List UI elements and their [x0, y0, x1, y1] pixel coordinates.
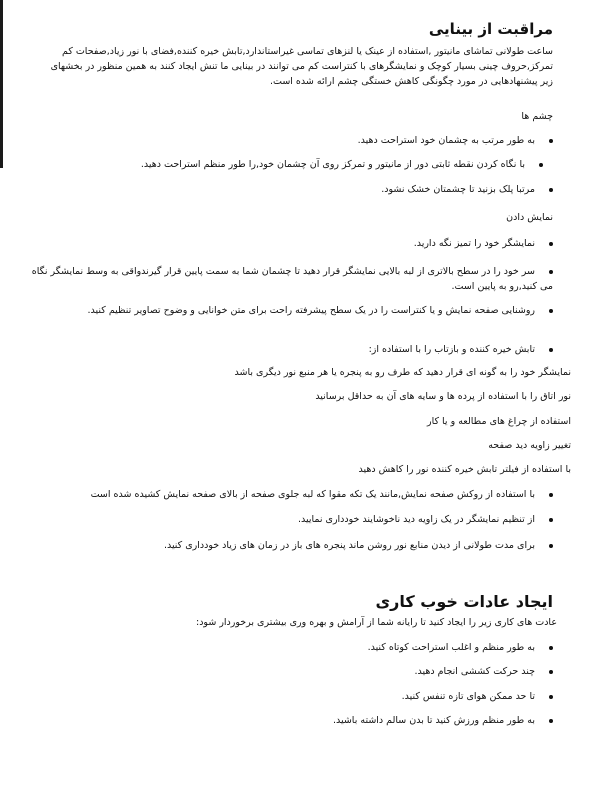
- more-item-2: [298, 513, 553, 526]
- glare-line-5: با استفاده از فیلتر تابش خیره کننده نور را کاهش دهید: [358, 464, 571, 475]
- eyes-item-3-text: مرتبا پلک بزنید تا چشمتان خشک نشود.: [381, 184, 535, 195]
- section1-title: مراقبت از بینایی: [428, 20, 553, 38]
- display-item-1: [414, 237, 553, 250]
- habit-item-2: [415, 665, 553, 678]
- habit-item-1: [368, 641, 553, 654]
- eyes-item-2: [141, 158, 543, 171]
- section1-intro: ساعت طولانی تماشای مانیتور ,استفاده از عینک یا لنزهای تماسی غیراستاندارد,تابش خیره کننده,فضای با نور زیاد,صفحات کم تمرکز,حروف چینی بسیار کوچک و نمایشگرهای با کنتراست کم می توانند در بینایی ما تنش ایجاد کنند به همین منظور در بخشهای زیر پیشنهادهایی در مورد چگونگی کاهش خستگی چشم ارائه شده است.: [50, 46, 553, 87]
- bullet-dot: [549, 270, 553, 274]
- glare-line-3: استفاده از چراغ های مطالعه و یا کار: [427, 416, 571, 427]
- display-heading: نمایش دادن: [506, 212, 553, 223]
- bullet-dot: [549, 493, 553, 497]
- bullet-dot: [549, 719, 553, 723]
- section2-intro: عادت های کاری زیر را ایجاد کنید تا رایانه شما از آرامش و بهره وری بیشتری برخوردار شود:: [196, 617, 557, 628]
- bullet-dot: [549, 139, 553, 143]
- more-item-1: [91, 488, 553, 501]
- display-item-3: [22, 303, 553, 318]
- habit-item-4-text: به طور منظم ورزش کنید تا بدن سالم داشته باشید.: [332, 715, 535, 726]
- eyes-item-2-text: با نگاه کردن نقطه ثابتی دور از مانیتور و تمرکز روی آن چشمان خود,را طور منظم استراحت دهید.: [140, 159, 525, 170]
- section2-title: ایجاد عادات خوب کاری: [375, 592, 553, 611]
- bullet-dot: [549, 670, 553, 674]
- eyes-item-3: [381, 183, 553, 196]
- bullet-dot: [549, 544, 553, 548]
- glare-line-4: تغییر زاویه دید صفحه: [488, 440, 571, 451]
- bullet-dot: [549, 695, 553, 699]
- bullet-dot: [549, 242, 553, 246]
- display-item-4: [369, 343, 553, 356]
- bullet-dot: [549, 309, 553, 313]
- habit-item-2-text: چند حرکت کششی انجام دهید.: [414, 666, 535, 677]
- display-item-3-text: روشنایی صفحه نمایش و یا کنتراست را در یک سطح پیشرفته راحت برای متن خوانایی و وضوح تصاویر تنظیم کنید.: [87, 305, 535, 316]
- bullet-dot: [549, 188, 553, 192]
- glare-line-1: نمایشگر خود را به گونه ای قرار دهید که طرف رو به پنجره یا هر منبع نور دیگری باشد: [234, 367, 571, 378]
- habit-item-3: [402, 690, 553, 703]
- display-item-4-text: تابش خیره کننده و بازتاب را با استفاده از:: [368, 344, 535, 355]
- bullet-dot: [539, 163, 543, 167]
- eyes-heading: چشم ها: [521, 111, 553, 122]
- more-item-1-text: با استفاده از روکش صفحه نمایش,مانند یک تکه مقوا که لبه جلوی صفحه از بالای صفحه نمایش کشیده شده است: [90, 489, 535, 500]
- more-item-3: [164, 539, 553, 552]
- display-item-1-text: نمایشگر خود را تمیز نگه دارید.: [413, 238, 535, 249]
- habit-item-3-text: تا حد ممکن هوای تازه تنفس کنید.: [401, 691, 535, 702]
- eyes-item-1-text: به طور مرتب به چشمان خود استراحت دهید.: [357, 135, 535, 146]
- bullet-dot: [549, 348, 553, 352]
- glare-line-2: نور اتاق را با استفاده از پرده ها و سایه های آن به حداقل برسانید: [315, 391, 571, 402]
- page-edge-bar: [0, 0, 3, 168]
- habit-item-4: [333, 714, 553, 727]
- display-item-2: [22, 264, 553, 294]
- habit-item-1-text: به طور منظم و اغلب استراحت کوتاه کنید.: [367, 642, 535, 653]
- more-item-2-text: از تنظیم نمایشگر در یک زاویه دید ناخوشایند خودداری نمایید.: [297, 514, 535, 525]
- bullet-dot: [549, 518, 553, 522]
- bullet-dot: [549, 646, 553, 650]
- eyes-item-1: [358, 134, 553, 147]
- display-item-2-text: سر خود را در سطح بالاتری از لبه بالایی نمایشگر قرار دهید تا چشمان شما به سمت پایین قرار گیرندواقی به وسط نمایشگر نگاه می کنید,رو به پایین است.: [31, 266, 553, 292]
- more-item-3-text: برای مدت طولانی از دیدن منابع نور روشن ماند پنجره های باز در زمان های زیاد خودداری کنید.: [163, 540, 535, 551]
